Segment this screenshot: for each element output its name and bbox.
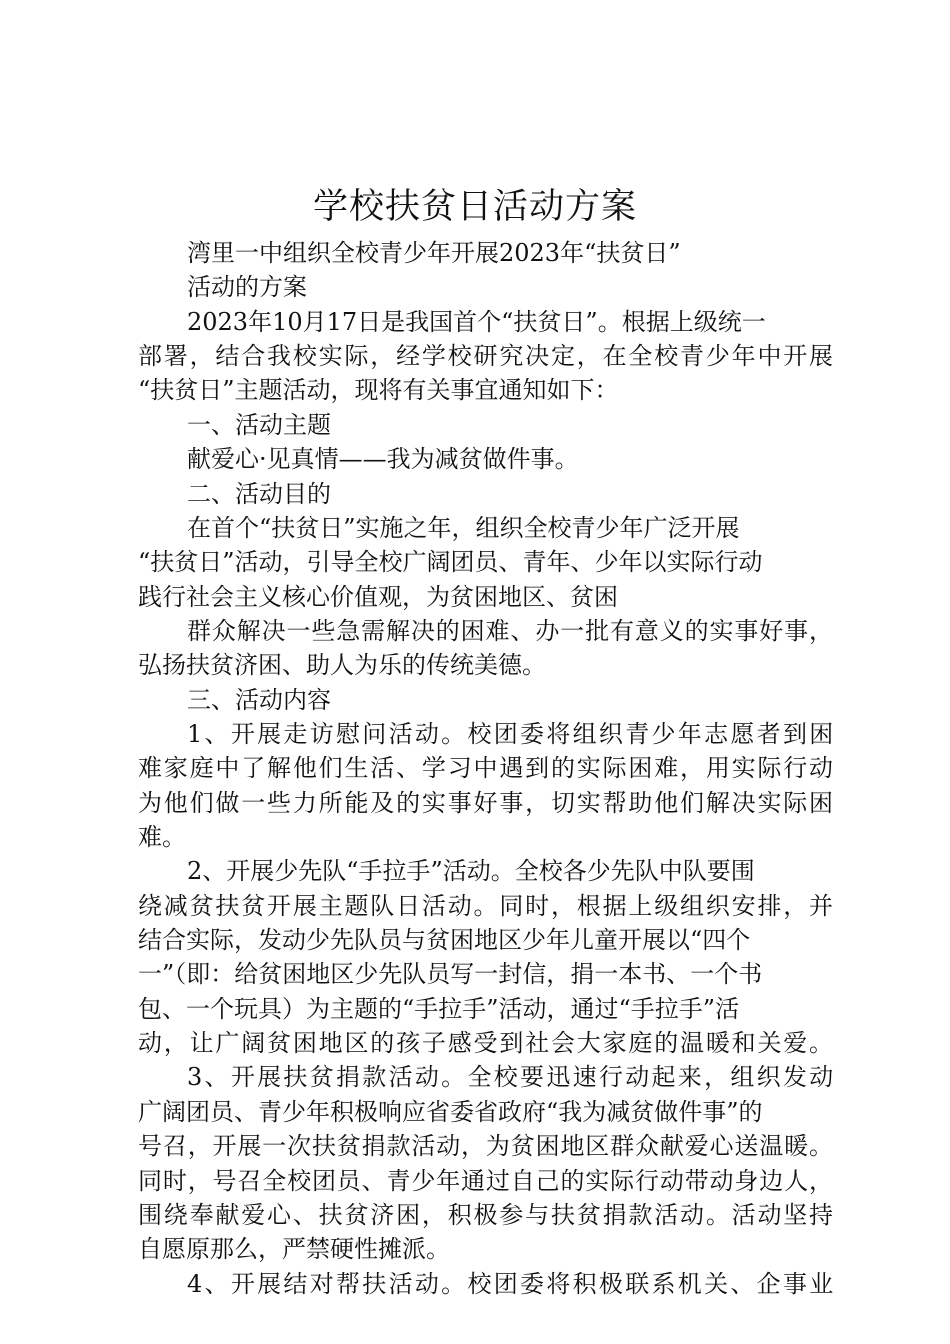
paragraph-line: 部署，结合我校实际，经学校研究决定，在全校青少年中开展 [138, 342, 835, 371]
paragraph-line-indented: 群众解决一些急需解决的困难、办一批有意义的实事好事， [187, 616, 834, 645]
paragraph-line-indented: 2、开展少先队“手拉手”活动。全校各少先队中队要围 [187, 857, 755, 886]
document-title: 学校扶贫日活动方案 [312, 187, 637, 227]
paragraph-line: 同时，号召全校团员、青少年通过自己的实际行动带动身边人， [138, 1166, 834, 1195]
paragraph-line: 一”（即：给贫困地区少先队员写一封信，捐一本书、一个书 [138, 960, 763, 989]
paragraph-line-indented: 在首个“扶贫日”实施之年，组织全校青少年广泛开展 [187, 513, 740, 542]
paragraph-line: 围绕奉献爱心、扶贫济困，积极参与扶贫捐款活动。活动坚持 [138, 1200, 835, 1229]
paragraph-line-indented: 献爱心·见真情——我为减贫做件事。 [187, 445, 579, 474]
paragraph-line: 绕减贫扶贫开展主题队日活动。同时，根据上级组织安排，并 [138, 891, 835, 920]
paragraph-line: “扶贫日”主题活动，现将有关事宜通知如下： [138, 376, 619, 405]
paragraph-line-indented: 二、活动目的 [187, 479, 331, 508]
paragraph-line-indented: 湾里一中组织全校青少年开展2023年“扶贫日” [187, 239, 681, 267]
paragraph-line: 包、一个玩具）为主题的“手拉手”活动，通过“手拉手”活 [138, 994, 740, 1023]
paragraph-line-indented: 活动的方案 [187, 273, 307, 302]
paragraph-line: 难家庭中了解他们生活、学习中遇到的实际困难，用实际行动 [138, 754, 835, 783]
paragraph-line: 践行社会主义核心价值观，为贫困地区、贫困 [138, 582, 618, 611]
paragraph-line: 结合实际，发动少先队员与贫困地区少年儿童开展以“四个 [138, 926, 751, 954]
paragraph-line-indented: 三、活动内容 [187, 685, 331, 714]
paragraph-line-indented: 2023年10月17日是我国首个“扶贫日”。根据上级统一 [187, 307, 766, 336]
paragraph-line: 动，让广阔贫困地区的孩子感受到社会大家庭的温暖和关爱。 [138, 1029, 835, 1058]
paragraph-line: 自愿原那么，严禁硬性摊派。 [138, 1235, 450, 1264]
paragraph-line-indented: 4、开展结对帮扶活动。校团委将积极联系机关、企事业 [187, 1269, 836, 1298]
paragraph-line-indented: 1、开展走访慰问活动。校团委将组织青少年志愿者到困 [187, 719, 836, 748]
paragraph-line-indented: 3、开展扶贫捐款活动。全校要迅速行动起来，组织发动 [187, 1063, 836, 1092]
paragraph-line: 弘扬扶贫济困、助人为乐的传统美德。 [138, 651, 546, 680]
paragraph-line: 号召，开展一次扶贫捐款活动，为贫困地区群众献爱心送温暖。 [138, 1132, 834, 1161]
paragraph-line: 难。 [138, 823, 186, 851]
paragraph-line: 广阔团员、青少年积极响应省委省政府“我为减贫做件事”的 [138, 1097, 763, 1126]
paragraph-line: “扶贫日”活动，引导全校广阔团员、青年、少年以实际行动 [138, 548, 763, 577]
paragraph-line: 为他们做一些力所能及的实事好事，切实帮助他们解决实际困 [138, 788, 835, 817]
paragraph-line-indented: 一、活动主题 [187, 410, 331, 439]
